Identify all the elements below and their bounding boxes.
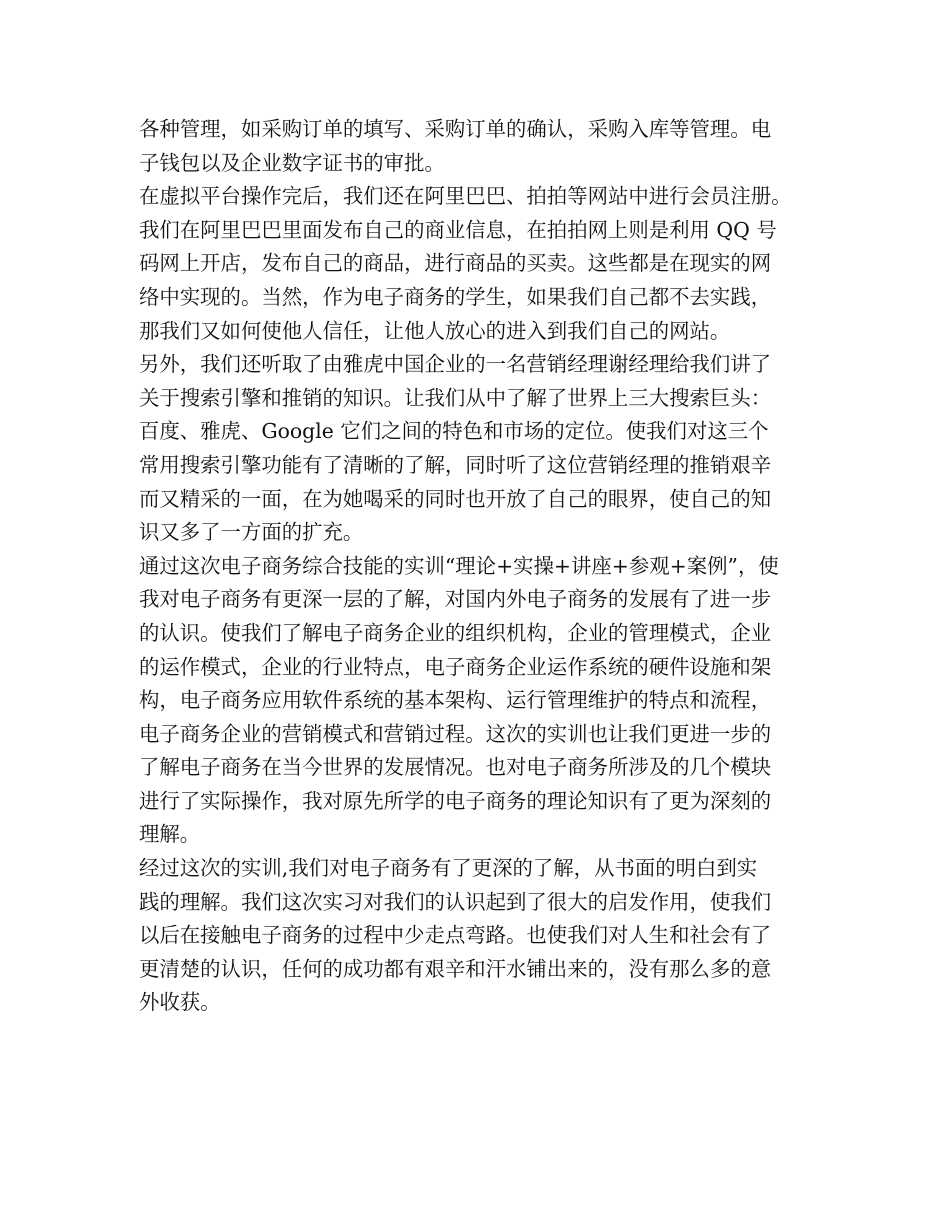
document-body	[139, 113, 829, 1020]
text-line: 我对电子商务有更深一层的了解，对国内外电子商务的发展有了进一步	[139, 587, 772, 612]
text-line: 络中实现的。当然，作为电子商务的学生，如果我们自己都不去实践，	[139, 284, 772, 309]
text-line: 理解。	[139, 822, 201, 847]
text-line: 经过这次的实训,我们对电子商务有了更深的了解，从书面的明白到实	[139, 856, 758, 881]
text-line: 了解电子商务在当今世界的发展情况。也对电子商务所涉及的几个模块	[139, 755, 772, 780]
text-line: 在虚拟平台操作完后，我们还在阿里巴巴、拍拍等网站中进行会员注册。	[139, 184, 792, 209]
text-line: 电子商务企业的营销模式和营销过程。这次的实训也让我们更进一步的	[139, 721, 772, 746]
text-line: 常用搜索引擎功能有了清晰的了解，同时听了这位营销经理的推销艰辛	[139, 452, 772, 477]
text-line: 我们在阿里巴巴里面发布自己的商业信息，在拍拍网上则是利用 QQ 号	[139, 217, 777, 242]
text-line: 进行了实际操作，我对原先所学的电子商务的理论知识有了更为深刻的	[139, 788, 772, 813]
text-line: 关于搜索引擎和推销的知识。让我们从中了解了世界上三大搜索巨头：	[139, 385, 772, 410]
text-line: 各种管理，如采购订单的填写、采购订单的确认，采购入库等管理。电	[139, 117, 772, 141]
text-line: 践的理解。我们这次实习对我们的认识起到了很大的启发作用，使我们	[139, 889, 772, 914]
text-line: 子钱包以及企业数字证书的审批。	[139, 150, 445, 175]
text-line: 构，电子商务应用软件系统的基本架构、运行管理维护的特点和流程，	[139, 688, 772, 713]
text-line: 的认识。使我们了解电子商务企业的组织机构，企业的管理模式，企业	[139, 620, 772, 645]
text-line: 更清楚的认识，任何的成功都有艰辛和汗水铺出来的，没有那么多的意	[139, 956, 772, 981]
text-line: 的运作模式，企业的行业特点，电子商务企业运作系统的硬件设施和架	[139, 654, 772, 679]
text-line: 另外，我们还听取了由雅虎中国企业的一名营销经理谢经理给我们讲了	[139, 352, 772, 377]
text-line: 那我们又如何使他人信任，让他人放心的进入到我们自己的网站。	[139, 318, 731, 343]
text-line: 以后在接触电子商务的过程中少走点弯路。也使我们对人生和社会有了	[139, 923, 772, 948]
text-line: 百度、雅虎、Google 它们之间的特色和市场的定位。使我们对这三个	[139, 419, 769, 444]
text-line: 外收获。	[139, 990, 221, 1015]
text-line: 通过这次电子商务综合技能的实训“理论+实操+讲座+参观+案例”，使	[139, 553, 779, 578]
text-line: 码网上开店，发布自己的商品，进行商品的买卖。这些都是在现实的网	[139, 251, 772, 276]
text-line: 识又多了一方面的扩充。	[139, 520, 364, 545]
text-line: 而又精采的一面，在为她喝采的同时也开放了自己的眼界，使自己的知	[139, 486, 772, 511]
